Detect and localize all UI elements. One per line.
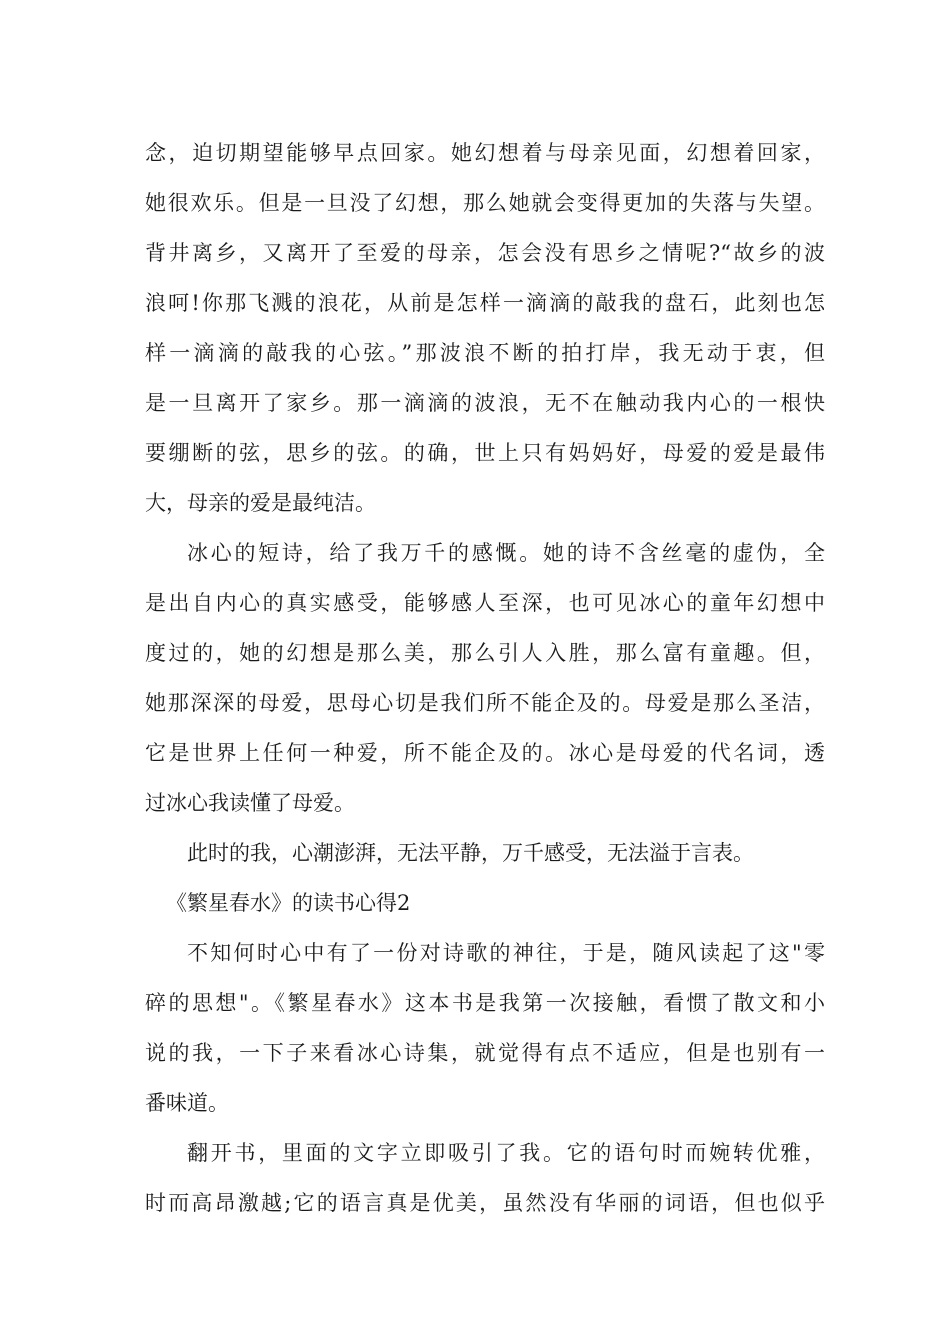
text-line: 是一旦离开了家乡。那一滴滴的波浪，无不在触动我内心的一根快	[145, 391, 825, 415]
text-line: 她很欢乐。但是一旦没了幻想，那么她就会变得更加的失落与失望。	[145, 191, 825, 215]
text-line: 过冰心我读懂了母爱。	[145, 791, 355, 815]
text-line: 样一滴滴的敲我的心弦。”那波浪不断的拍打岸，我无动于衷，但	[145, 341, 825, 365]
paragraph-start-line: 翻开书，里面的文字立即吸引了我。它的语句时而婉转优雅，	[187, 1141, 825, 1165]
text-line: 念，迫切期望能够早点回家。她幻想着与母亲见面，幻想着回家，	[145, 141, 825, 165]
text-line: 要绷断的弦，思乡的弦。的确，世上只有妈妈好，母爱的爱是最伟	[145, 441, 825, 465]
text-line: 度过的，她的幻想是那么美，那么引人入胜，那么富有童趣。但，	[145, 641, 825, 665]
text-line: 浪呵!你那飞溅的浪花，从前是怎样一滴滴的敲我的盘石，此刻也怎	[145, 291, 825, 315]
text-line: 大，母亲的爱是最纯洁。	[145, 491, 376, 515]
text-line: 是出自内心的真实感受，能够感人至深，也可见冰心的童年幻想中	[145, 591, 825, 615]
section-heading: 《繁星春水》的读书心得2	[166, 891, 411, 915]
text-line: 她那深深的母爱，思母心切是我们所不能企及的。母爱是那么圣洁，	[145, 691, 825, 715]
text-line: 说的我，一下子来看冰心诗集，就觉得有点不适应，但是也别有一	[145, 1041, 825, 1065]
paragraph-start-line: 此时的我，心潮澎湃，无法平静，万千感受，无法溢于言表。	[187, 841, 754, 865]
body-text	[145, 128, 825, 1228]
text-line: 背井离乡，又离开了至爱的母亲，怎会没有思乡之情呢?“故乡的波	[145, 241, 825, 265]
text-line: 它是世界上任何一种爱，所不能企及的。冰心是母爱的代名词，透	[145, 741, 825, 765]
text-line: 时而高昂激越;它的语言真是优美，虽然没有华丽的词语，但也似乎	[145, 1191, 825, 1215]
text-line: 碎的思想"。《繁星春水》这本书是我第一次接触，看惯了散文和小	[145, 991, 825, 1015]
paragraph-start-line: 不知何时心中有了一份对诗歌的神往，于是，随风读起了这"零	[187, 941, 825, 965]
paragraph-start-line: 冰心的短诗，给了我万千的感慨。她的诗不含丝毫的虚伪，全	[187, 541, 825, 565]
text-line: 番味道。	[145, 1091, 229, 1115]
